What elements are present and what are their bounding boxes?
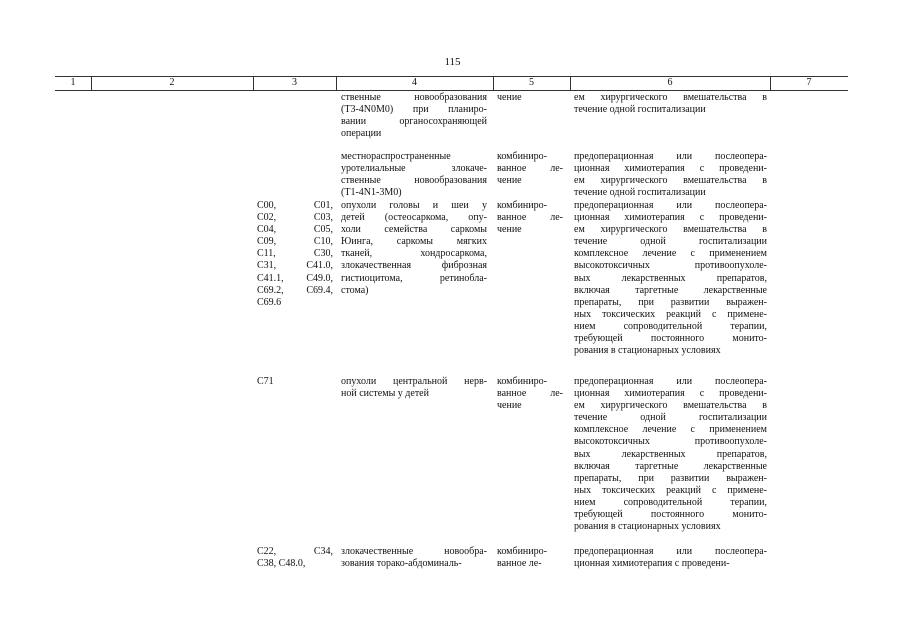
treatment-type-cell	[497, 200, 563, 236]
text-line: ционная химиотерапия с проведени-	[574, 163, 767, 175]
text-line: С09, С10,	[257, 236, 333, 248]
text-line: С41.1, С49.0,	[257, 272, 333, 284]
text-line: опухоли центральной нерв-	[341, 376, 487, 387]
diagnosis-description-cell	[341, 92, 487, 140]
text-line: комплексное лечение с применением	[574, 424, 767, 436]
text-line: уротелиальные злокаче-	[341, 163, 487, 175]
text-line: ванное ле-	[497, 212, 563, 224]
text-line: комбиниро-	[497, 546, 547, 557]
text-line: ционная химиотерапия с проведени-	[574, 388, 767, 400]
text-line: ной системы у детей	[341, 388, 429, 400]
text-line: ционная химиотерапия с проведени-	[574, 558, 730, 570]
text-line: ем хирургического вмешательства в	[574, 400, 767, 412]
text-line: нием сопроводительной терапии,	[574, 496, 767, 508]
text-line: высокотоксичных противоопухоле-	[574, 260, 767, 272]
text-line: С38, С48.0,	[257, 558, 306, 570]
text-line: тканей, хондросаркома,	[341, 248, 487, 260]
text-line: ционная химиотерапия с проведени-	[574, 212, 767, 224]
text-line: С69.2, С69.4,	[257, 284, 333, 296]
text-line: включая таргетные лекарственные	[574, 284, 767, 296]
text-line: комплексное лечение с применением	[574, 248, 767, 260]
text-line: стома)	[341, 284, 369, 296]
text-line: предоперационная или послеопера-	[574, 151, 767, 162]
text-line: комбиниро-	[497, 151, 547, 162]
treatment-method-cell	[574, 546, 767, 570]
text-line: Юинга, саркомы мягких	[341, 236, 487, 248]
text-line: ванное ле-	[497, 388, 563, 400]
text-line: С00, С01,	[257, 200, 333, 211]
treatment-type-cell	[497, 546, 563, 570]
diagnosis-codes-cell	[257, 376, 333, 388]
text-line: С02, С03,	[257, 212, 333, 224]
text-line: чение	[497, 224, 522, 236]
text-line: С31, С41.0,	[257, 260, 333, 272]
treatment-method-cell	[574, 92, 767, 116]
text-line: ных токсических реакций с примене-	[574, 308, 767, 320]
column-header-7: 7	[806, 77, 812, 88]
text-line: вых лекарственных препаратов,	[574, 448, 767, 460]
column-header-2: 2	[169, 77, 175, 88]
diagnosis-description-cell	[341, 200, 487, 297]
diagnosis-codes-cell	[257, 546, 333, 570]
text-line: злокачественная фиброзная	[341, 260, 487, 272]
text-line: холи семейства саркомы	[341, 224, 487, 236]
text-line: ванное ле-	[497, 558, 542, 570]
text-line: рования в стационарных условиях	[574, 345, 721, 357]
page-number: 115	[444, 56, 461, 68]
text-line: высокотоксичных противоопухоле-	[574, 436, 767, 448]
text-line: течение одной госпитализации	[574, 104, 706, 116]
column-header-5: 5	[529, 77, 534, 88]
column-header-6: 6	[667, 77, 673, 88]
text-line: ем хирургического вмешательства в	[574, 175, 767, 187]
text-line: (Т1-4N1-3M0)	[341, 187, 402, 199]
diagnosis-codes-cell	[257, 200, 333, 309]
text-line: препараты, при развитии выражен-	[574, 472, 767, 484]
diagnosis-description-cell	[341, 376, 487, 400]
diagnosis-description-cell	[341, 151, 487, 199]
diagnosis-description-cell	[341, 546, 487, 570]
text-line: течение одной госпитализации	[574, 412, 767, 424]
text-line: С11, С30,	[257, 248, 333, 260]
treatment-type-cell	[497, 376, 563, 412]
treatment-type-cell	[497, 92, 563, 104]
text-line: чение	[497, 400, 522, 412]
text-line: комбиниро-	[497, 376, 547, 387]
column-header-4: 4	[412, 77, 417, 88]
header-bottom-line	[55, 90, 848, 91]
treatment-method-cell	[574, 151, 767, 199]
treatment-method-cell	[574, 200, 767, 357]
text-line: ных токсических реакций с примене-	[574, 484, 767, 496]
text-line: гистиоцитома, ретинобла-	[341, 272, 487, 284]
text-line: ванное ле-	[497, 163, 563, 175]
text-line: местнораспространенные	[341, 151, 451, 162]
text-line: препараты, при развитии выражен-	[574, 296, 767, 308]
text-line: С22, С34,	[257, 546, 333, 557]
text-line: предоперационная или послеопера-	[574, 200, 767, 211]
text-line: С71	[257, 376, 274, 387]
text-line: опухоли головы и шеи у	[341, 200, 487, 211]
text-line: предоперационная или послеопера-	[574, 376, 767, 387]
text-line: ственные новообразования	[341, 175, 487, 187]
text-line: детей (остеосаркома, опу-	[341, 212, 487, 224]
text-line: требующей постоянного монито-	[574, 333, 767, 345]
text-line: предоперационная или послеопера-	[574, 546, 767, 557]
text-line: ем хирургического вмешательства в	[574, 92, 767, 103]
text-line: нием сопроводительной терапии,	[574, 320, 767, 332]
text-line: требующей постоянного монито-	[574, 509, 767, 521]
text-line: ственные новообразования	[341, 92, 487, 103]
text-line: зования торако-абдоминаль-	[341, 558, 462, 570]
text-line: операции	[341, 128, 382, 140]
text-line: вых лекарственных препаратов,	[574, 272, 767, 284]
text-line: включая таргетные лекарственные	[574, 460, 767, 472]
text-line: С69.6	[257, 296, 282, 308]
text-line: течение одной госпитализации	[574, 236, 767, 248]
column-header-1: 1	[70, 77, 76, 88]
text-line: С04, С05,	[257, 224, 333, 236]
text-line: вании органосохраняющей	[341, 116, 487, 128]
column-header-3: 3	[292, 77, 297, 88]
text-line: чение	[497, 175, 522, 187]
text-line: течение одной госпитализации	[574, 187, 706, 199]
text-line: ем хирургического вмешательства в	[574, 224, 767, 236]
treatment-method-cell	[574, 376, 767, 533]
text-line: злокачественные новообра-	[341, 546, 487, 557]
text-line: чение	[497, 92, 522, 103]
treatment-type-cell	[497, 151, 563, 187]
text-line: (Т3-4N0M0) при планиро-	[341, 104, 487, 116]
text-line: комбиниро-	[497, 200, 547, 211]
text-line: рования в стационарных условиях	[574, 521, 721, 533]
